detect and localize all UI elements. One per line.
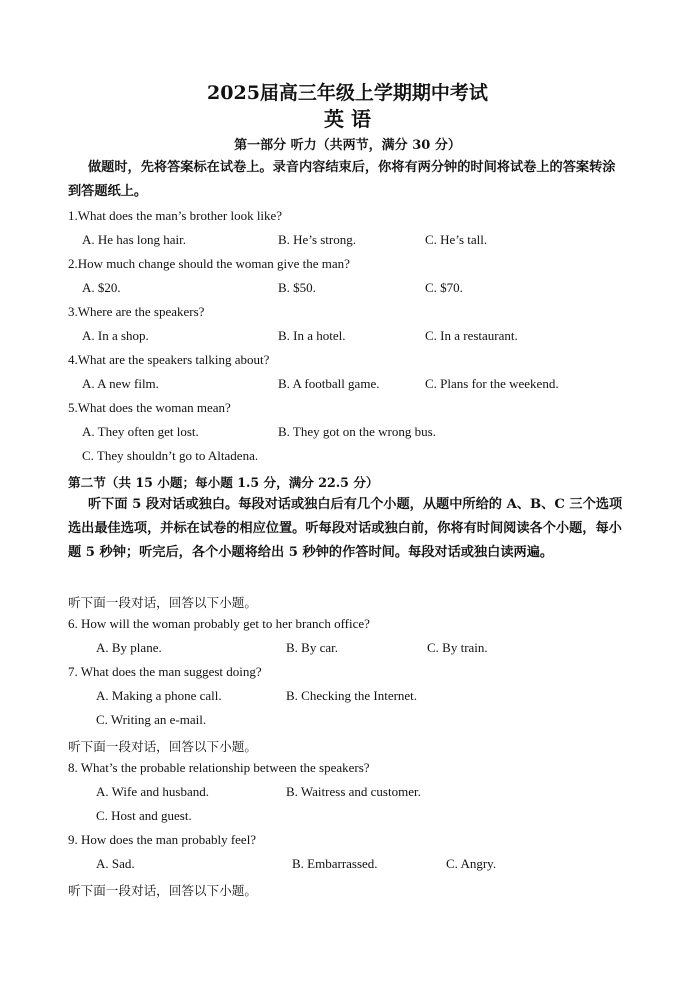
q2-option-b: B. $50. xyxy=(278,280,316,295)
q5-option-c: C. They shouldn’t go to Altadena. xyxy=(82,448,259,463)
question-5: 5.What does the woman mean? xyxy=(68,400,231,415)
dialogue-prompt-1: 听下面一段对话，回答以下小题。 xyxy=(68,595,257,610)
question-4: 4.What are the speakers talking about? xyxy=(68,352,270,367)
q6-option-c: C. By train. xyxy=(427,640,488,655)
q5-option-b: B. They got on the wrong bus. xyxy=(278,424,436,439)
q4-option-c: C. Plans for the weekend. xyxy=(425,376,559,391)
q9-option-b: B. Embarrassed. xyxy=(292,856,378,871)
dialogue-prompt-2: 听下面一段对话，回答以下小题。 xyxy=(68,739,257,754)
question-2: 2.How much change should the woman give the man? xyxy=(68,256,350,271)
question-1: 1.What does the man’s brother look like? xyxy=(68,208,283,223)
q6-option-a: A. By plane. xyxy=(96,640,162,655)
question-7: 7. What does the man suggest doing? xyxy=(68,664,262,679)
exam-title: 2025届高三年级上学期期中考试 xyxy=(207,82,488,104)
q6-option-b: B. By car. xyxy=(286,640,338,655)
part1-instructions: 做题时，先将答案标在试卷上。录音内容结束后，你将有两分钟的时间将试卷上的答案转涂到答题纸上。 xyxy=(68,160,616,199)
q4-option-b: B. A football game. xyxy=(278,376,380,391)
dialogue-prompt-3: 听下面一段对话，回答以下小题。 xyxy=(68,883,257,898)
q8-option-b: B. Waitress and customer. xyxy=(286,784,421,799)
question-8: 8. What’s the probable relationship between the speakers? xyxy=(68,760,370,775)
q8-option-c: C. Host and guest. xyxy=(96,808,192,823)
section2-heading: 第二节（共 15 小题；每小题 1.5 分，满分 22.5 分） xyxy=(68,475,379,490)
q1-option-b: B. He’s strong. xyxy=(278,232,356,247)
q1-option-a: A. He has long hair. xyxy=(82,232,186,247)
q1-option-c: C. He’s tall. xyxy=(425,232,488,247)
q8-option-a: A. Wife and husband. xyxy=(96,784,209,799)
q7-option-b: B. Checking the Internet. xyxy=(286,688,418,703)
question-3: 3.Where are the speakers? xyxy=(68,304,205,319)
question-9: 9. How does the man probably feel? xyxy=(68,832,257,847)
question-6: 6. How will the woman probably get to her branch office? xyxy=(68,616,370,631)
section2-instructions: 听下面 5 段对话或独白。每段对话或独白后有几个小题，从题中所给的 A、B、C 三个选项选出最佳选项，并标在试卷的相应位置。听每段对话或独白前，你将有时间阅读各个小题，每小题 5 秒钟；听完后，各个小题将给出 5 秒钟的作答时间。每段对话或独白读两遍。 xyxy=(68,497,623,560)
q5-option-a: A. They often get lost. xyxy=(82,424,199,439)
q3-option-c: C. In a restaurant. xyxy=(425,328,518,343)
q2-option-a: A. $20. xyxy=(82,280,121,295)
q3-option-a: A. In a shop. xyxy=(82,328,149,343)
q2-option-c: C. $70. xyxy=(425,280,463,295)
part1-heading: 第一部分 听力（共两节，满分 30 分） xyxy=(234,138,461,153)
q9-option-c: C. Angry. xyxy=(446,856,497,871)
q9-option-a: A. Sad. xyxy=(96,856,135,871)
exam-subject: 英 语 xyxy=(324,107,371,131)
q7-option-c: C. Writing an e-mail. xyxy=(96,712,207,727)
q4-option-a: A. A new film. xyxy=(82,376,159,391)
q3-option-b: B. In a hotel. xyxy=(278,328,346,343)
q7-option-a: A. Making a phone call. xyxy=(96,688,222,703)
